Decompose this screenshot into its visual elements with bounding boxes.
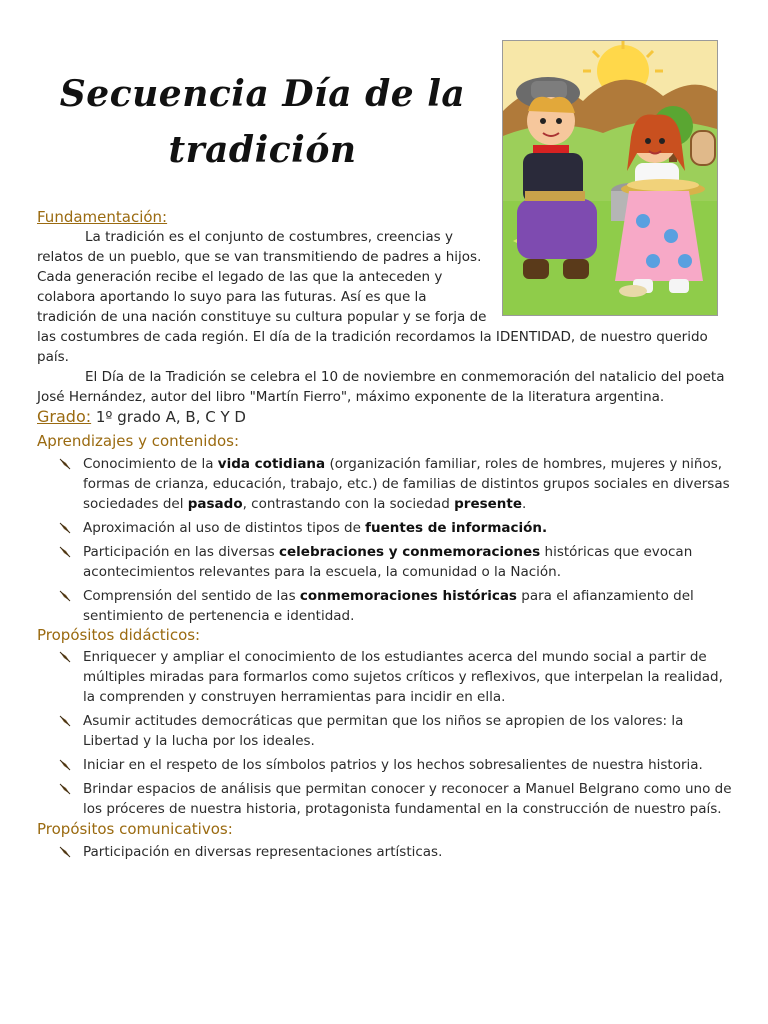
item-text: sentimiento de pertenencia e identidad.	[83, 608, 355, 624]
item-emphasis: vida cotidiana	[217, 456, 326, 472]
item-text: Conocimiento de la	[83, 456, 218, 472]
fundamentacion-section	[37, 207, 737, 407]
pen-nib-bullet-icon	[58, 457, 72, 471]
item-text: para el afianzamiento del	[516, 588, 694, 604]
item-text: Comprensión del sentido de las	[83, 588, 300, 604]
item-text: sociedades del	[83, 496, 188, 512]
paragraph-line: José Hernández, autor del libro "Martín Fierro", máximo exponente de la literatura argentina.	[37, 389, 665, 405]
item-text: la comprenden y construyen herramientas para incidir en ella.	[83, 689, 506, 705]
paragraph-line: El Día de la Tradición se celebra el 10 de noviembre en conmemoración del natalicio del poeta	[85, 369, 725, 385]
paragraph-line: las costumbres de cada región. El día de la tradición recordamos la IDENTIDAD, de nuestro querido	[37, 329, 708, 345]
pen-nib-bullet-icon	[58, 782, 72, 796]
list-item	[58, 711, 728, 751]
item-text: Asumir actitudes democráticas que permitan que los niños se apropien de los valores: la	[83, 713, 684, 729]
document-title	[40, 66, 485, 178]
item-text: acontecimientos relevantes para la escuela, la comunidad o la Nación.	[83, 564, 562, 580]
item-text: los próceres de nuestra historia, protagonista fundamental en la construcción de nuestro país.	[83, 801, 722, 817]
paragraph-line: tradición de una nación constituye su cultura popular y se forja de	[37, 309, 487, 325]
pen-nib-bullet-icon	[58, 650, 72, 664]
list-item	[58, 755, 728, 775]
propositos-comunicativos-list	[58, 842, 728, 866]
item-emphasis: fuentes de información.	[365, 520, 548, 536]
propositos-didacticos-heading: Propósitos didácticos:	[37, 626, 201, 644]
item-text: Brindar espacios de análisis que permitan conocer y reconocer a Manuel Belgrano como uno de	[83, 781, 732, 797]
item-text: Iniciar en el respeto de los símbolos patrios y los hechos sobresalientes de nuestra historia.	[83, 757, 703, 773]
paragraph-line: La tradición es el conjunto de costumbres, creencias y	[85, 229, 453, 245]
aprendizajes-list	[58, 454, 728, 630]
item-text: formas de crianza, educación, trabajo, etc.) de familias de distintos grupos sociales en diversas	[83, 476, 730, 492]
pen-nib-bullet-icon	[58, 521, 72, 535]
paragraph-line: Cada generación recibe el legado de las que la anteceden y	[37, 269, 443, 285]
propositos-didacticos-list	[58, 647, 732, 823]
item-text: múltiples miradas para formarlos como sujetos críticos y reflexivos, que interpelan la realidad,	[83, 669, 723, 685]
list-item	[58, 842, 728, 862]
title-line-2: tradición	[168, 129, 357, 171]
item-emphasis: presente	[454, 496, 523, 512]
grado-row	[37, 407, 246, 427]
item-text: Participación en las diversas	[83, 544, 279, 560]
title-line-1: Secuencia Día de la	[59, 73, 466, 115]
item-text: Aproximación al uso de distintos tipos de	[83, 520, 366, 536]
item-text: (organización familiar, roles de hombres, mujeres y niños,	[325, 456, 723, 472]
list-item	[58, 542, 728, 582]
item-emphasis: pasado	[187, 496, 243, 512]
item-text: .	[522, 496, 527, 512]
item-text: Enriquecer y ampliar el conocimiento de los estudiantes acerca del mundo social a partir de	[83, 649, 707, 665]
item-text: Participación en diversas representaciones artísticas.	[83, 844, 443, 860]
pen-nib-bullet-icon	[58, 714, 72, 728]
fundamentacion-heading: Fundamentación:	[37, 208, 168, 226]
pen-nib-bullet-icon	[58, 758, 72, 772]
list-item	[58, 647, 728, 707]
list-item	[58, 586, 728, 626]
item-emphasis: conmemoraciones históricas	[299, 588, 517, 604]
item-text: Libertad y la lucha por los ideales.	[83, 733, 315, 749]
paragraph-line: relatos de un pueblo, que se van transmitiendo de padres a hijos.	[37, 249, 482, 265]
item-text: históricas que evocan	[540, 544, 693, 560]
item-text: , contrastando con la sociedad	[242, 496, 455, 512]
list-item	[58, 779, 732, 819]
propositos-comunicativos-heading: Propósitos comunicativos:	[37, 820, 233, 838]
pen-nib-bullet-icon	[58, 589, 72, 603]
grado-value: 1º grado A, B, C Y D	[91, 408, 246, 426]
item-emphasis: celebraciones y conmemoraciones	[279, 544, 541, 560]
pen-nib-bullet-icon	[58, 845, 72, 859]
paragraph-line: país.	[37, 349, 69, 365]
grado-heading: Grado:	[37, 407, 92, 426]
pen-nib-bullet-icon	[58, 545, 72, 559]
paragraph-line: colabora aportando lo suyo para las futuras. Así es que la	[37, 289, 427, 305]
list-item	[58, 518, 728, 538]
aprendizajes-heading: Aprendizajes y contenidos:	[37, 432, 240, 450]
list-item	[58, 454, 728, 514]
